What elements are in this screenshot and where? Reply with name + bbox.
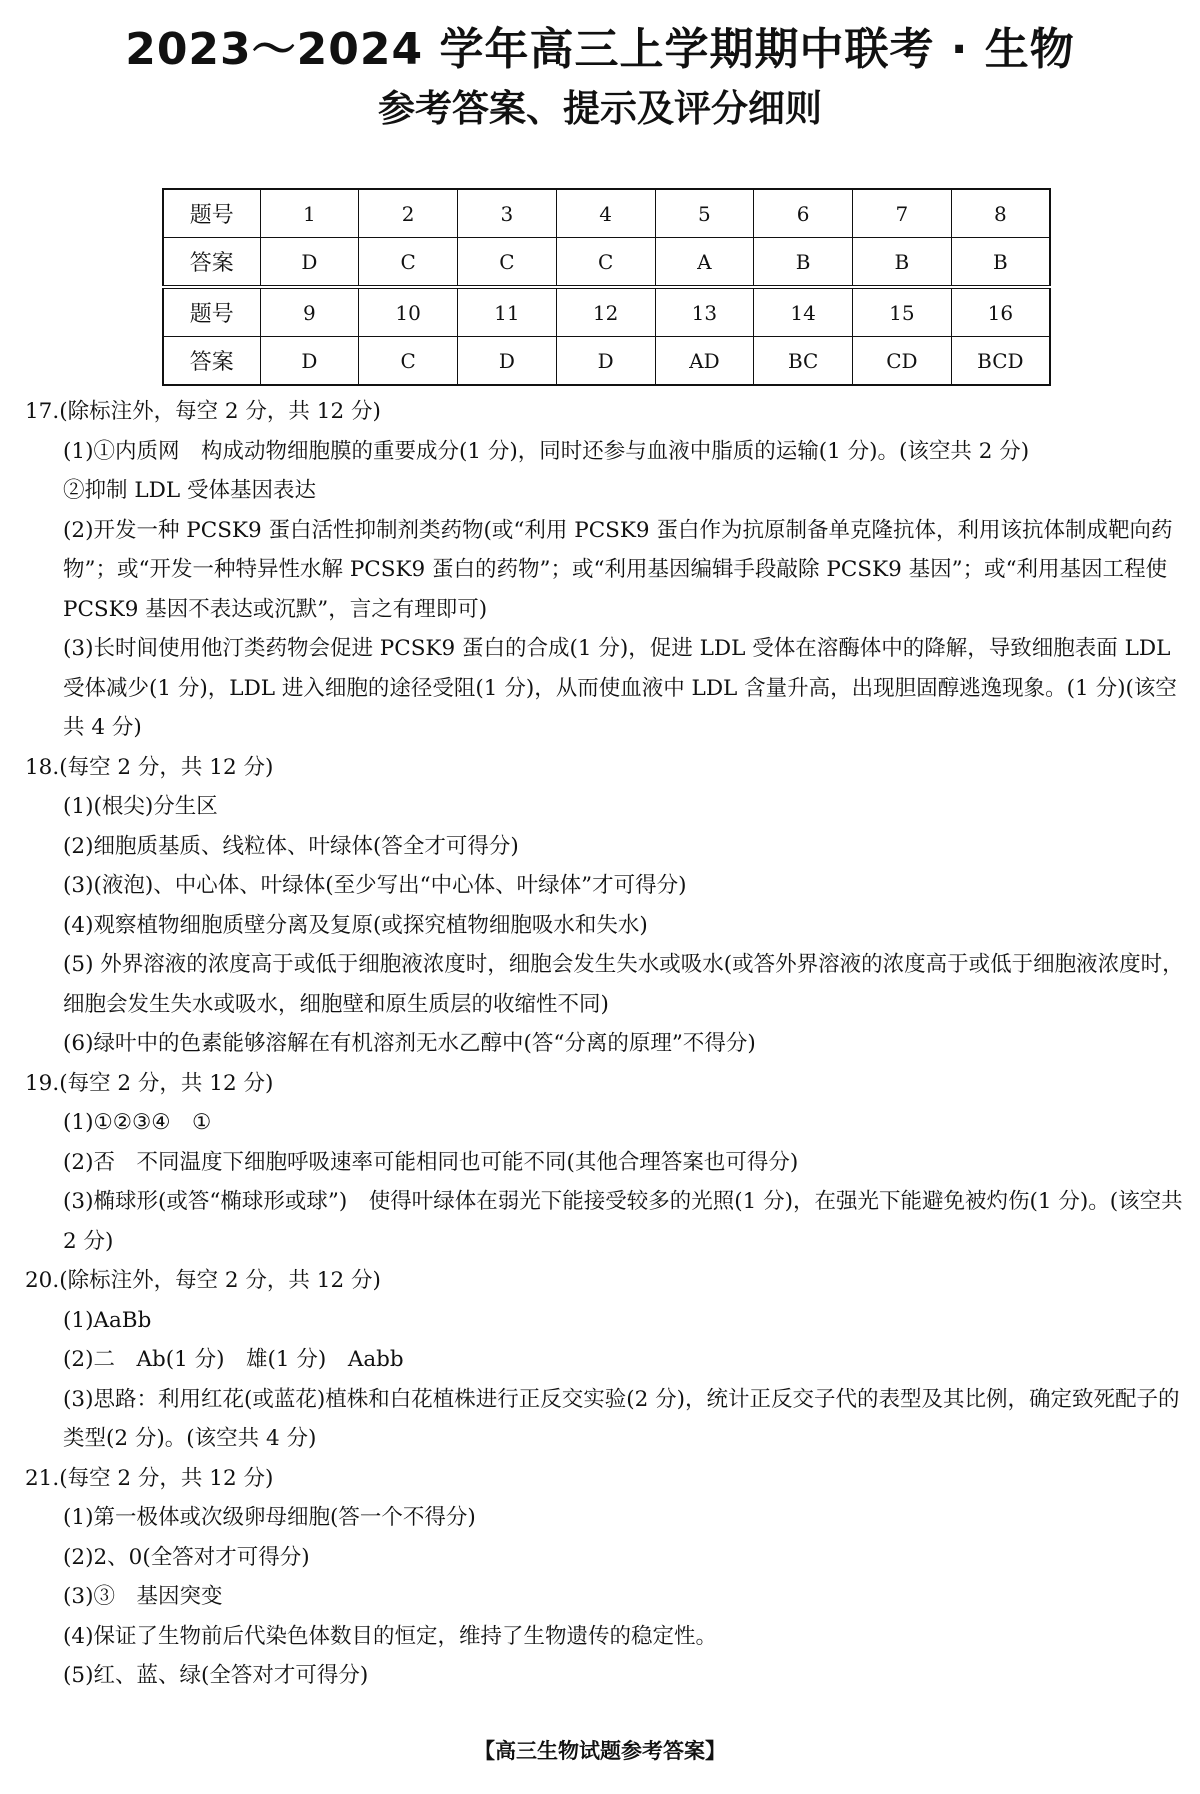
answer-cell: C: [458, 238, 557, 288]
answer-cell: D: [260, 337, 359, 386]
answer-cell: D: [458, 337, 557, 386]
question-number-cell: 1: [260, 189, 359, 238]
answer-cell: D: [556, 337, 655, 386]
answer-item: (2)二 Ab(1 分) 雄(1 分) Aabb: [63, 1347, 404, 1372]
table-row-answers-2: [163, 337, 1050, 386]
page-title: 2023～2024 学年高三上学期期中联考 · 生物: [125, 24, 1075, 75]
answer-item: (1)第一极体或次级卵母细胞(答一个不得分): [63, 1505, 476, 1530]
question-21: [25, 1459, 1185, 1696]
question-19: [25, 1064, 1185, 1262]
question-number-cell: 5: [655, 189, 754, 238]
question-heading: 18.(每空 2 分，共 12 分): [25, 754, 274, 780]
answer-item: (4)保证了生物前后代染色体数目的恒定，维持了生物遗传的稳定性。: [63, 1623, 717, 1649]
question-18: [25, 748, 1185, 1064]
question-number-cell: 12: [556, 287, 655, 337]
answer-cell: BC: [754, 337, 853, 386]
question-number-cell: 11: [458, 287, 557, 337]
question-heading: 20.(除标注外，每空 2 分，共 12 分): [25, 1268, 381, 1293]
row-label-answer: 答案: [163, 337, 260, 386]
answer-item: (1)①②③④ ①: [63, 1110, 212, 1135]
answer-item: (6)绿叶中的色素能够溶解在有机溶剂无水乙醇中(答“分离的原理”不得分): [63, 1031, 756, 1056]
question-number-cell: 3: [458, 189, 557, 238]
answer-cell: AD: [655, 337, 754, 386]
page-subtitle: 参考答案、提示及评分细则: [378, 87, 822, 130]
row-label-answer: 答案: [163, 238, 260, 288]
question-number-cell: 8: [951, 189, 1050, 238]
answer-item: (1)AaBb: [63, 1307, 152, 1333]
answer-item: (3)③ 基因突变: [63, 1584, 223, 1609]
answer-cell: D: [260, 238, 359, 288]
answer-item: (3)(液泡)、中心体、叶绿体(至少写出“中心体、叶绿体”才可得分): [63, 873, 687, 898]
question-heading: 17.(除标注外，每空 2 分，共 12 分): [25, 399, 381, 424]
answer-cell: C: [556, 238, 655, 288]
answer-table: [162, 188, 1051, 386]
answer-cell: C: [359, 238, 458, 288]
question-heading: 21.(每空 2 分，共 12 分): [25, 1465, 274, 1491]
answer-item: (4)观察植物细胞质壁分离及复原(或探究植物细胞吸水和失水): [63, 912, 648, 938]
answer-item: (2)否 不同温度下细胞呼吸速率可能相同也可能不同(其他合理答案也可得分): [63, 1149, 799, 1175]
answer-cell: CD: [853, 337, 952, 386]
question-heading: 19.(每空 2 分，共 12 分): [25, 1070, 274, 1096]
answer-item: (5)红、蓝、绿(全答对才可得分): [63, 1663, 369, 1688]
page-footer: 【高三生物试题参考答案】: [474, 1739, 726, 1763]
answer-item: (1)①内质网 构成动物细胞膜的重要成分(1 分)，同时还参与血液中脂质的运输(1 分)。(该空共 2 分): [63, 438, 1030, 464]
question-number-cell: 4: [556, 189, 655, 238]
question-number-cell: 16: [951, 287, 1050, 337]
row-label-number: 题号: [163, 189, 260, 238]
table-row-numbers-2: [163, 287, 1050, 337]
answer-item: (5) 外界溶液的浓度高于或低于细胞液浓度时，细胞会发生失水或吸水(或答外界溶液的浓度高于或低于细胞液浓度时，细胞会发生失水或吸水，细胞壁和原生质层的收缩性不同): [63, 952, 1184, 1017]
question-20: [25, 1261, 1185, 1459]
answer-item: ②抑制 LDL 受体基因表达: [63, 478, 316, 503]
answer-item: (1)(根尖)分生区: [63, 794, 218, 819]
question-number-cell: 10: [359, 287, 458, 337]
answer-cell: B: [853, 238, 952, 288]
answer-cell: B: [951, 238, 1050, 288]
question-number-cell: 2: [359, 189, 458, 238]
question-17: [25, 392, 1185, 748]
answer-item: (3)长时间使用他汀类药物会促进 PCSK9 蛋白的合成(1 分)，促进 LDL 受体在溶酶体中的降解，导致细胞表面 LDL 受体减少(1 分)，LDL 进入细胞的途径受阻(1 分)，从而使血液中 LDL 含量升高，出现胆固醇逃逸现象。(1 分)(该空共 4 分): [63, 636, 1177, 740]
question-number-cell: 7: [853, 189, 952, 238]
answer-item: (3)椭球形(或答“椭球形或球”) 使得叶绿体在弱光下能接受较多的光照(1 分)，在强光下能避免被灼伤(1 分)。(该空共 2 分): [63, 1189, 1183, 1254]
answer-cell: A: [655, 238, 754, 288]
table-row-answers-1: [163, 238, 1050, 288]
answer-cell: B: [754, 238, 853, 288]
table-row-numbers-1: [163, 189, 1050, 238]
question-number-cell: 9: [260, 287, 359, 337]
question-number-cell: 15: [853, 287, 952, 337]
answer-explanations: [25, 392, 1185, 1696]
answer-item: (2)开发一种 PCSK9 蛋白活性抑制剂类药物(或“利用 PCSK9 蛋白作为抗原制备单克隆抗体，利用该抗体制成靶向药物”；或“开发一种特异性水解 PCSK9 蛋白的药物”；或“利用基因编辑手段敲除 PCSK9 基因”；或“利用基因工程使 PCSK9 基因不表达或沉默”，言之有理即可): [63, 517, 1173, 622]
answer-cell: C: [359, 337, 458, 386]
row-label-number: 题号: [163, 287, 260, 337]
answer-item: (2)细胞质基质、线粒体、叶绿体(答全才可得分): [63, 833, 519, 859]
answer-item: (3)思路：利用红花(或蓝花)植株和白花植株进行正反交实验(2 分)，统计正反交子代的表型及其比例，确定致死配子的类型(2 分)。(该空共 4 分): [63, 1386, 1180, 1451]
answer-item: (2)2、0(全答对才可得分): [63, 1544, 310, 1570]
question-number-cell: 6: [754, 189, 853, 238]
question-number-cell: 14: [754, 287, 853, 337]
question-number-cell: 13: [655, 287, 754, 337]
answer-cell: BCD: [951, 337, 1050, 386]
